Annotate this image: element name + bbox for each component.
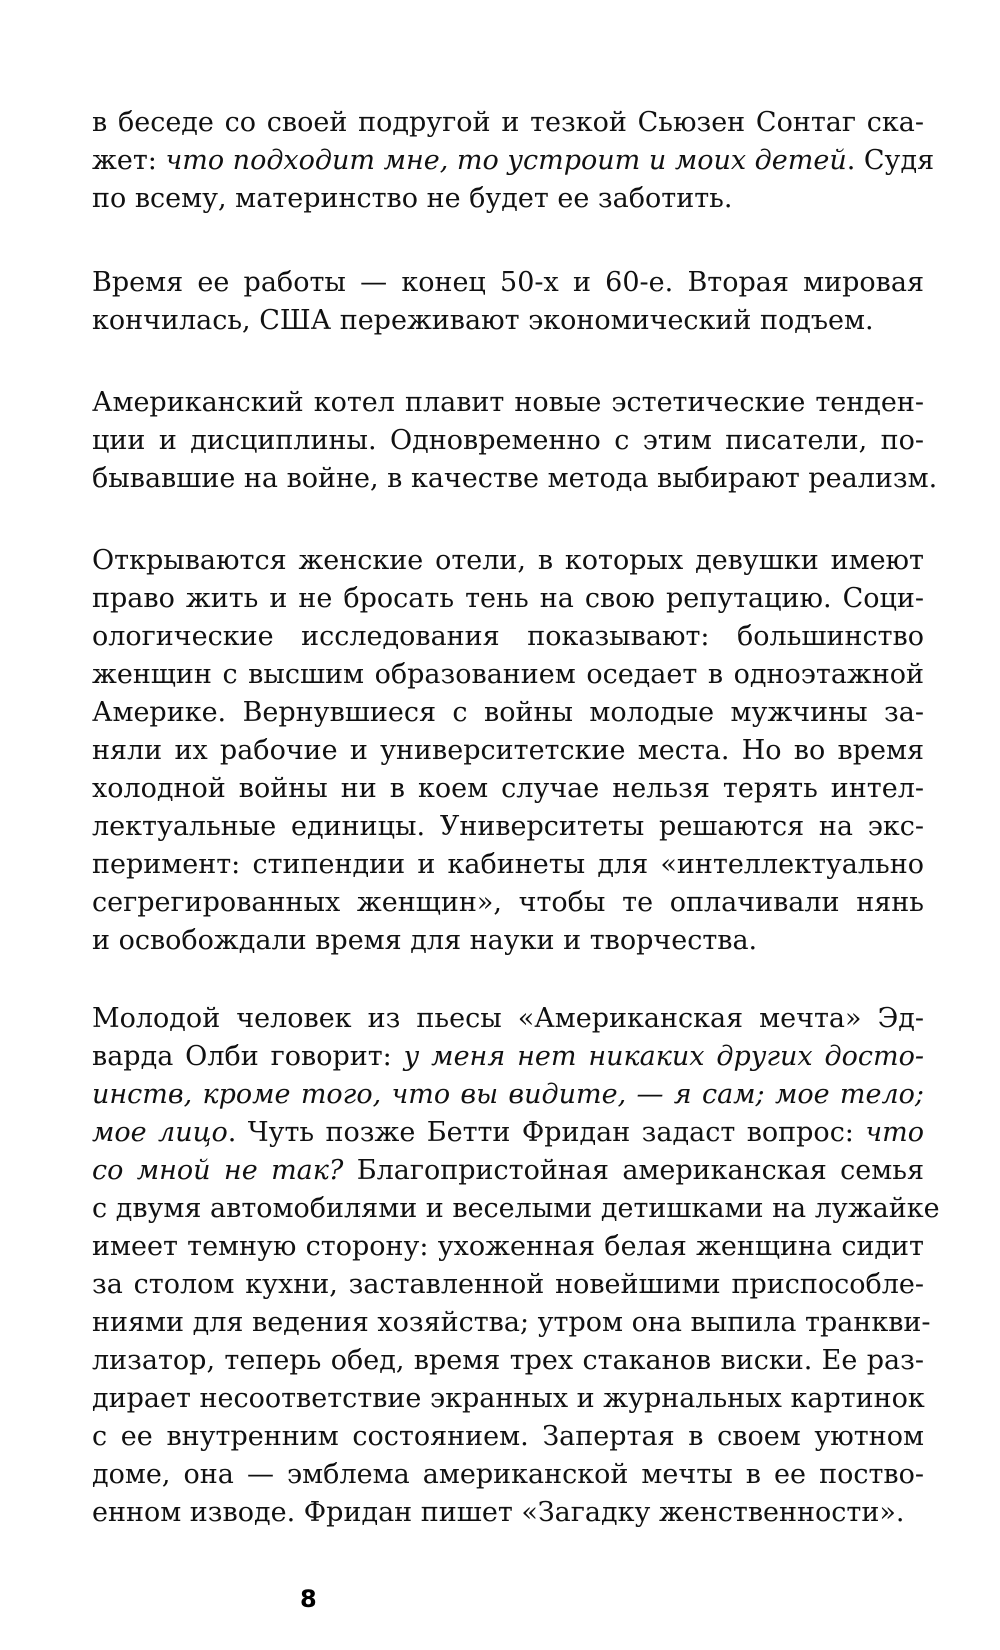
- text-run: право жить и не бросать тень на свою репутацию. Соци-: [92, 583, 924, 614]
- text-line: [92, 1456, 924, 1494]
- text-line: [92, 846, 924, 884]
- italic-text: инств, кроме того, что вы видите, — я сам; мое тело;: [92, 1079, 924, 1110]
- text-line: [92, 264, 924, 302]
- text-line: [92, 180, 924, 218]
- text-run: в беседе со своей подругой и тезкой Сьюзен Сонтаг ска-: [92, 107, 924, 138]
- text-run: лизатор, теперь обед, время трех стаканов виски. Ее раз-: [92, 1345, 924, 1376]
- paragraph: [92, 542, 924, 960]
- text-run: Американский котел плавит новые эстетические тенден-: [92, 387, 924, 418]
- text-line: [92, 1076, 924, 1114]
- text-run: ниями для ведения хозяйства; утром она выпила транкви-: [92, 1307, 931, 1338]
- text-line: [92, 1190, 940, 1228]
- text-line: [92, 1114, 924, 1152]
- text-line: [92, 580, 924, 618]
- text-run: дирает несоответствие экранных и журнальных картинок: [92, 1383, 925, 1414]
- text-run: ции и дисциплины. Одновременно с этим писатели, по-: [92, 425, 924, 456]
- text-line: [92, 694, 924, 732]
- text-line: [92, 1380, 924, 1418]
- text-line: [92, 422, 924, 460]
- text-line: [92, 1228, 924, 1266]
- paragraph: [92, 1000, 940, 1532]
- text-run: с двумя автомобилями и веселыми детишками на лужайке: [92, 1193, 940, 1224]
- text-run: и освобождали время для науки и творчества.: [92, 925, 758, 956]
- text-line: [92, 104, 924, 142]
- text-run: ологические исследования показывают: большинство: [92, 621, 924, 652]
- text-line: [92, 732, 924, 770]
- text-line: [92, 384, 924, 422]
- text-line: [92, 1342, 924, 1380]
- text-line: [92, 1000, 924, 1038]
- text-run: лектуальные единицы. Университеты решаются на экс-: [92, 811, 924, 842]
- text-line: [92, 142, 935, 180]
- text-run: с ее внутренним состоянием. Запертая в своем уютном: [92, 1421, 924, 1452]
- text-run: сегрегированных женщин», чтобы те оплачивали нянь: [92, 887, 924, 918]
- text-run: Время ее работы — конец 50-х и 60-е. Вторая мировая: [92, 267, 924, 298]
- text-run: няли их рабочие и университетские места. Но во время: [92, 735, 924, 766]
- text-run: доме, она — эмблема американской мечты в ее поство-: [92, 1459, 924, 1490]
- italic-text: со мной не так?: [92, 1155, 344, 1186]
- italic-text: мое лицо: [92, 1117, 228, 1148]
- text-run: холодной войны ни в коем случае нельзя терять интел-: [92, 773, 924, 804]
- italic-text: что: [865, 1117, 924, 1148]
- text-run: кончилась, США переживают экономический подъем.: [92, 305, 874, 336]
- text-run: Открываются женские отели, в которых девушки имеют: [92, 545, 924, 576]
- text-run: имеет темную сторону: ухоженная белая женщина сидит: [92, 1231, 924, 1262]
- text-run: бывавшие на войне, в качестве метода выбирают реализм.: [92, 463, 938, 494]
- text-run: варда Олби говорит:: [92, 1041, 404, 1072]
- text-run: . Чуть позже Бетти Фридан задаст вопрос:: [227, 1117, 866, 1148]
- paragraph: [92, 384, 938, 498]
- paragraph: [92, 104, 935, 218]
- text-line: [92, 1304, 931, 1342]
- paragraph: [92, 264, 924, 340]
- text-run: Благопристойная американская семья: [343, 1155, 924, 1186]
- text-run: . Судя: [846, 145, 935, 176]
- italic-text: у меня нет никаких других досто-: [403, 1041, 924, 1072]
- text-line: [92, 656, 924, 694]
- text-line: [92, 460, 938, 498]
- text-line: [92, 922, 924, 960]
- text-line: [92, 1038, 924, 1076]
- text-line: [92, 1266, 924, 1304]
- text-run: енном изводе. Фридан пишет «Загадку женственности».: [92, 1497, 905, 1528]
- text-line: [92, 1418, 924, 1456]
- text-line: [92, 618, 924, 656]
- text-line: [92, 302, 924, 340]
- text-run: по всему, материнство не будет ее заботить.: [92, 183, 733, 214]
- text-line: [92, 542, 924, 580]
- text-line: [92, 808, 924, 846]
- text-run: жет:: [92, 145, 166, 176]
- page-number: 8: [300, 1585, 317, 1613]
- text-run: Молодой человек из пьесы «Американская мечта» Эд-: [92, 1003, 924, 1034]
- text-line: [92, 884, 924, 922]
- text-run: за столом кухни, заставленной новейшими приспособле-: [92, 1269, 924, 1300]
- text-run: Америке. Вернувшиеся с войны молодые мужчины за-: [92, 697, 924, 728]
- text-run: перимент: стипендии и кабинеты для «интеллектуально: [92, 849, 924, 880]
- text-line: [92, 770, 924, 808]
- text-run: женщин с высшим образованием оседает в одноэтажной: [92, 659, 924, 690]
- text-line: [92, 1494, 924, 1532]
- text-line: [92, 1152, 924, 1190]
- italic-text: что подходит мне, то устроит и моих детей: [165, 145, 847, 176]
